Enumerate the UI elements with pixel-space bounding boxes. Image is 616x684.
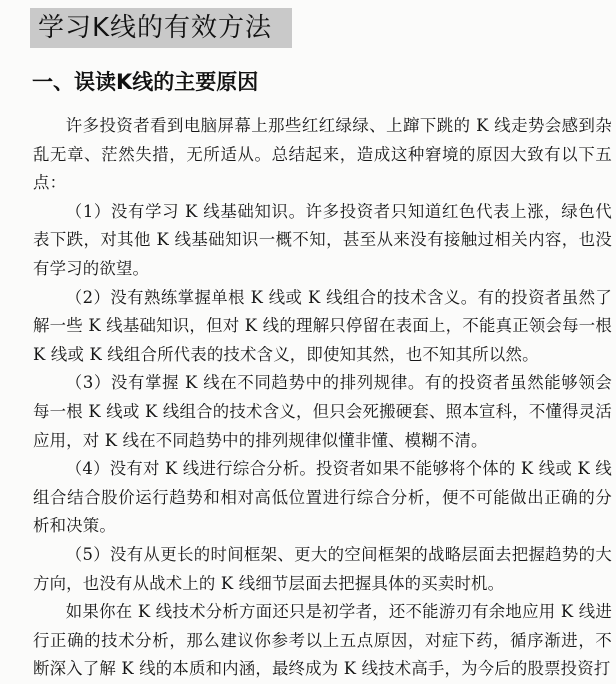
intro-paragraph: 许多投资者看到电脑屏幕上那些红红绿绿、上蹿下跳的 K 线走势会感到杂乱无章、茫然失措，无所适从。总结起来，造成这种窘境的原因大致有以下五点： [33, 116, 612, 193]
reason-4-paragraph: （4）没有对 K 线进行综合分析。投资者如果不能够将个体的 K 线或 K 线组合结合股价运行趋势和相对高低位置进行综合分析，便不可能做出正确的分析和决策。 [33, 459, 612, 536]
reason-5-paragraph: （5）没有从更长的时间框架、更大的空间框架的战略层面去把握趋势的大方向，也没有从战术上的 K 线细节层面去把握具体的买卖时机。 [33, 544, 612, 593]
body-text [33, 112, 612, 684]
reason-1-paragraph: （1）没有学习 K 线基础知识。许多投资者只知道红色代表上涨，绿色代表下跌，对其他 K 线基础知识一概不知，甚至从来没有接触过相关内容，也没有学习的欲望。 [33, 201, 612, 278]
reason-3-paragraph: （3）没有掌握 K 线在不同趋势中的排列规律。有的投资者虽然能够领会每一根 K 线或 K 线组合的技术含义，但只会死搬硬套、照本宣科，不懂得灵活应用，对 K 线在不同趋势中的排列规律似懂非懂、模糊不清。 [33, 373, 612, 450]
reason-2-paragraph: （2）没有熟练掌握单根 K 线或 K 线组合的技术含义。有的投资者虽然了解一些 K 线基础知识，但对 K 线的理解只停留在表面上，不能真正领会每一根 K 线或 K 线组合所代表的技术含义，即使知其然，也不知其所以然。 [33, 287, 612, 364]
section-title: 一、误读K线的主要原因 [32, 70, 259, 94]
closing-paragraph: 如果你在 K 线技术分析方面还只是初学者，还不能游刃有余地应用 K 线进行正确的技术分析，那么建议你参考以上五点原因，对症下药，循序渐进，不断深入了解 K 线的本质和内涵，最终成为 K 线技术高手，为今后的股票投资打 [33, 602, 612, 679]
chapter-title: 学习K线的有效方法 [30, 8, 292, 48]
